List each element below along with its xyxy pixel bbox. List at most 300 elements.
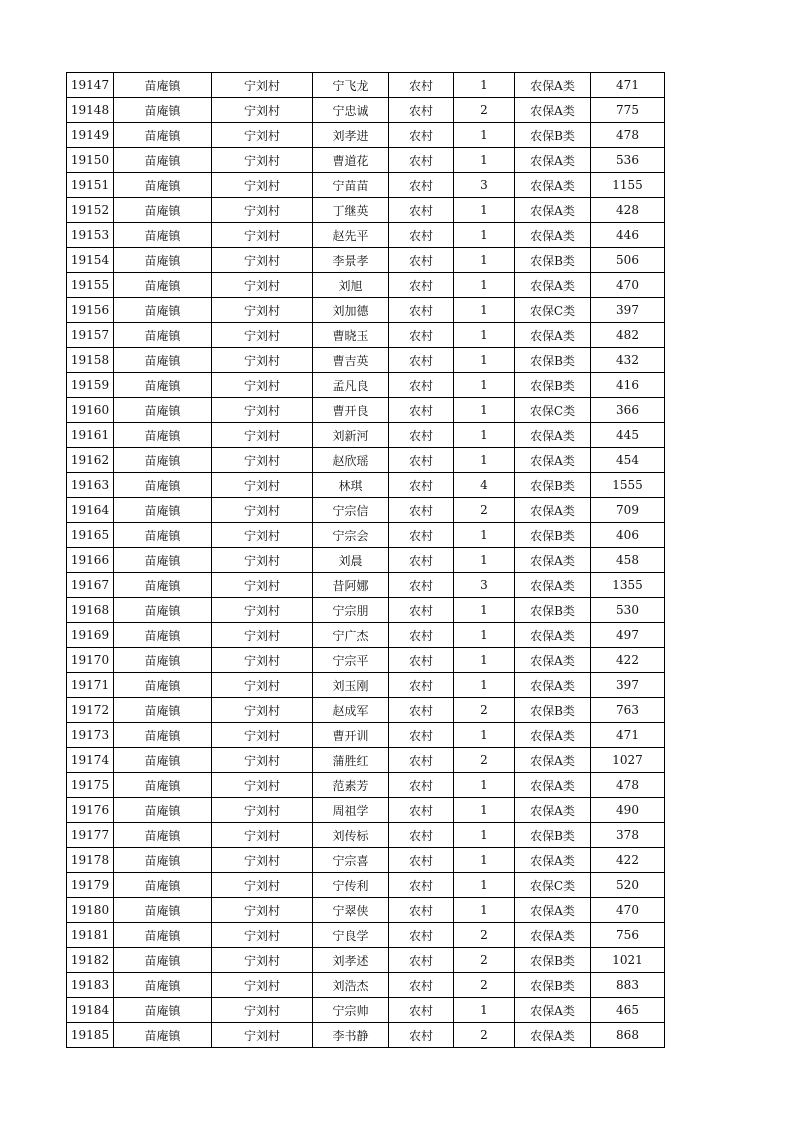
village-cell: 宁刘村 [212,898,313,923]
household-size-cell: 1 [454,248,515,273]
town-cell: 苗庵镇 [114,423,212,448]
name-cell: 曹道花 [313,148,389,173]
name-cell: 宁宗帅 [313,998,389,1023]
area-type-cell: 农村 [389,173,454,198]
category-cell: 农保A类 [515,273,591,298]
name-cell: 刘玉刚 [313,673,389,698]
record-id-cell: 19167 [67,573,114,598]
record-id-cell: 19160 [67,398,114,423]
name-cell: 宁宗信 [313,498,389,523]
town-cell: 苗庵镇 [114,748,212,773]
table-row [67,773,665,798]
table-row [67,998,665,1023]
area-type-cell: 农村 [389,73,454,98]
name-cell: 孟凡良 [313,373,389,398]
area-type-cell: 农村 [389,848,454,873]
town-cell: 苗庵镇 [114,198,212,223]
household-size-cell: 1 [454,898,515,923]
town-cell: 苗庵镇 [114,773,212,798]
town-cell: 苗庵镇 [114,73,212,98]
town-cell: 苗庵镇 [114,523,212,548]
household-size-cell: 1 [454,198,515,223]
category-cell: 农保A类 [515,1023,591,1048]
town-cell: 苗庵镇 [114,298,212,323]
name-cell: 宁宗平 [313,648,389,673]
village-cell: 宁刘村 [212,323,313,348]
town-cell: 苗庵镇 [114,798,212,823]
category-cell: 农保C类 [515,873,591,898]
area-type-cell: 农村 [389,523,454,548]
household-size-cell: 1 [454,398,515,423]
amount-cell: 366 [591,398,665,423]
amount-cell: 406 [591,523,665,548]
category-cell: 农保B类 [515,598,591,623]
name-cell: 刘新河 [313,423,389,448]
table-row [67,798,665,823]
table-row [67,498,665,523]
name-cell: 宁良学 [313,923,389,948]
record-id-cell: 19174 [67,748,114,773]
household-size-cell: 2 [454,748,515,773]
household-size-cell: 2 [454,1023,515,1048]
town-cell: 苗庵镇 [114,473,212,498]
record-id-cell: 19182 [67,948,114,973]
household-size-cell: 1 [454,298,515,323]
amount-cell: 1555 [591,473,665,498]
village-cell: 宁刘村 [212,723,313,748]
category-cell: 农保B类 [515,123,591,148]
name-cell: 宁翠侠 [313,898,389,923]
category-cell: 农保A类 [515,898,591,923]
table-row [67,848,665,873]
record-id-cell: 19178 [67,848,114,873]
table-row [67,248,665,273]
category-cell: 农保A类 [515,648,591,673]
name-cell: 宁苗苗 [313,173,389,198]
household-size-cell: 1 [454,798,515,823]
village-cell: 宁刘村 [212,648,313,673]
amount-cell: 756 [591,923,665,948]
village-cell: 宁刘村 [212,273,313,298]
category-cell: 农保B类 [515,523,591,548]
table-row [67,823,665,848]
area-type-cell: 农村 [389,573,454,598]
amount-cell: 1021 [591,948,665,973]
town-cell: 苗庵镇 [114,648,212,673]
area-type-cell: 农村 [389,698,454,723]
category-cell: 农保A类 [515,498,591,523]
amount-cell: 883 [591,973,665,998]
name-cell: 刘孝述 [313,948,389,973]
record-id-cell: 19170 [67,648,114,673]
table-row [67,723,665,748]
amount-cell: 868 [591,1023,665,1048]
category-cell: 农保A类 [515,548,591,573]
household-size-cell: 2 [454,973,515,998]
category-cell: 农保A类 [515,798,591,823]
town-cell: 苗庵镇 [114,1023,212,1048]
household-size-cell: 1 [454,848,515,873]
name-cell: 李景孝 [313,248,389,273]
area-type-cell: 农村 [389,148,454,173]
amount-cell: 478 [591,773,665,798]
area-type-cell: 农村 [389,773,454,798]
amount-cell: 775 [591,98,665,123]
village-cell: 宁刘村 [212,873,313,898]
name-cell: 宁广杰 [313,623,389,648]
category-cell: 农保B类 [515,698,591,723]
town-cell: 苗庵镇 [114,973,212,998]
household-size-cell: 4 [454,473,515,498]
area-type-cell: 农村 [389,473,454,498]
table-row [67,748,665,773]
category-cell: 农保A类 [515,98,591,123]
village-cell: 宁刘村 [212,423,313,448]
table-row [67,73,665,98]
area-type-cell: 农村 [389,248,454,273]
amount-cell: 763 [591,698,665,723]
name-cell: 宁传利 [313,873,389,898]
amount-cell: 1155 [591,173,665,198]
amount-cell: 432 [591,348,665,373]
household-size-cell: 1 [454,73,515,98]
village-cell: 宁刘村 [212,923,313,948]
record-id-cell: 19183 [67,973,114,998]
table-row [67,648,665,673]
category-cell: 农保B类 [515,248,591,273]
record-id-cell: 19149 [67,123,114,148]
amount-cell: 506 [591,248,665,273]
village-cell: 宁刘村 [212,473,313,498]
name-cell: 宁宗朋 [313,598,389,623]
area-type-cell: 农村 [389,123,454,148]
amount-cell: 422 [591,648,665,673]
category-cell: 农保A类 [515,748,591,773]
area-type-cell: 农村 [389,923,454,948]
village-cell: 宁刘村 [212,498,313,523]
village-cell: 宁刘村 [212,223,313,248]
town-cell: 苗庵镇 [114,498,212,523]
town-cell: 苗庵镇 [114,948,212,973]
amount-cell: 536 [591,148,665,173]
category-cell: 农保A类 [515,848,591,873]
town-cell: 苗庵镇 [114,123,212,148]
category-cell: 农保A类 [515,173,591,198]
amount-cell: 428 [591,198,665,223]
area-type-cell: 农村 [389,548,454,573]
record-id-cell: 19175 [67,773,114,798]
amount-cell: 397 [591,673,665,698]
record-id-cell: 19148 [67,98,114,123]
table-row [67,523,665,548]
town-cell: 苗庵镇 [114,998,212,1023]
household-size-cell: 1 [454,448,515,473]
category-cell: 农保A类 [515,198,591,223]
household-size-cell: 2 [454,98,515,123]
household-size-cell: 1 [454,773,515,798]
table-row [67,898,665,923]
village-cell: 宁刘村 [212,698,313,723]
table-row [67,673,665,698]
town-cell: 苗庵镇 [114,398,212,423]
village-cell: 宁刘村 [212,548,313,573]
table-row [67,698,665,723]
record-id-cell: 19150 [67,148,114,173]
household-size-cell: 1 [454,598,515,623]
town-cell: 苗庵镇 [114,923,212,948]
area-type-cell: 农村 [389,948,454,973]
amount-cell: 490 [591,798,665,823]
record-id-cell: 19158 [67,348,114,373]
household-size-cell: 1 [454,623,515,648]
village-cell: 宁刘村 [212,798,313,823]
amount-cell: 520 [591,873,665,898]
amount-cell: 471 [591,73,665,98]
record-id-cell: 19184 [67,998,114,1023]
town-cell: 苗庵镇 [114,598,212,623]
category-cell: 农保C类 [515,398,591,423]
name-cell: 曹开良 [313,398,389,423]
category-cell: 农保A类 [515,923,591,948]
table-row [67,573,665,598]
record-id-cell: 19168 [67,598,114,623]
name-cell: 刘旭 [313,273,389,298]
village-cell: 宁刘村 [212,398,313,423]
village-cell: 宁刘村 [212,523,313,548]
record-id-cell: 19165 [67,523,114,548]
village-cell: 宁刘村 [212,848,313,873]
household-size-cell: 1 [454,548,515,573]
household-size-cell: 3 [454,573,515,598]
record-id-cell: 19151 [67,173,114,198]
household-size-cell: 1 [454,373,515,398]
name-cell: 范素芳 [313,773,389,798]
town-cell: 苗庵镇 [114,573,212,598]
household-size-cell: 1 [454,123,515,148]
category-cell: 农保B类 [515,373,591,398]
record-id-cell: 19156 [67,298,114,323]
area-type-cell: 农村 [389,198,454,223]
name-cell: 林琪 [313,473,389,498]
table-row [67,598,665,623]
village-cell: 宁刘村 [212,748,313,773]
village-cell: 宁刘村 [212,948,313,973]
name-cell: 曹吉英 [313,348,389,373]
records-table [66,72,665,1048]
village-cell: 宁刘村 [212,448,313,473]
village-cell: 宁刘村 [212,573,313,598]
record-id-cell: 19155 [67,273,114,298]
amount-cell: 454 [591,448,665,473]
area-type-cell: 农村 [389,598,454,623]
household-size-cell: 2 [454,698,515,723]
name-cell: 赵先平 [313,223,389,248]
name-cell: 刘加德 [313,298,389,323]
area-type-cell: 农村 [389,298,454,323]
household-size-cell: 1 [454,273,515,298]
record-id-cell: 19153 [67,223,114,248]
amount-cell: 465 [591,998,665,1023]
table-row [67,398,665,423]
name-cell: 蒲胜红 [313,748,389,773]
area-type-cell: 农村 [389,98,454,123]
name-cell: 宁宗会 [313,523,389,548]
record-id-cell: 19176 [67,798,114,823]
village-cell: 宁刘村 [212,773,313,798]
table-row [67,323,665,348]
town-cell: 苗庵镇 [114,623,212,648]
area-type-cell: 农村 [389,723,454,748]
amount-cell: 1355 [591,573,665,598]
amount-cell: 482 [591,323,665,348]
category-cell: 农保A类 [515,73,591,98]
town-cell: 苗庵镇 [114,448,212,473]
table-row [67,148,665,173]
name-cell: 宁飞龙 [313,73,389,98]
town-cell: 苗庵镇 [114,723,212,748]
area-type-cell: 农村 [389,673,454,698]
village-cell: 宁刘村 [212,198,313,223]
town-cell: 苗庵镇 [114,848,212,873]
record-id-cell: 19172 [67,698,114,723]
area-type-cell: 农村 [389,348,454,373]
record-id-cell: 19180 [67,898,114,923]
table-row [67,448,665,473]
area-type-cell: 农村 [389,998,454,1023]
table-row [67,198,665,223]
amount-cell: 458 [591,548,665,573]
table-row [67,923,665,948]
village-cell: 宁刘村 [212,623,313,648]
town-cell: 苗庵镇 [114,248,212,273]
record-id-cell: 19159 [67,373,114,398]
name-cell: 曹晓玉 [313,323,389,348]
town-cell: 苗庵镇 [114,673,212,698]
table-row [67,273,665,298]
record-id-cell: 19166 [67,548,114,573]
table-row [67,123,665,148]
village-cell: 宁刘村 [212,998,313,1023]
name-cell: 宁忠诚 [313,98,389,123]
category-cell: 农保A类 [515,148,591,173]
record-id-cell: 19171 [67,673,114,698]
category-cell: 农保B类 [515,473,591,498]
amount-cell: 446 [591,223,665,248]
village-cell: 宁刘村 [212,298,313,323]
category-cell: 农保A类 [515,223,591,248]
name-cell: 丁继英 [313,198,389,223]
amount-cell: 530 [591,598,665,623]
area-type-cell: 农村 [389,373,454,398]
household-size-cell: 3 [454,173,515,198]
household-size-cell: 2 [454,498,515,523]
table-row [67,173,665,198]
household-size-cell: 1 [454,223,515,248]
record-id-cell: 19163 [67,473,114,498]
name-cell: 曹开训 [313,723,389,748]
area-type-cell: 农村 [389,1023,454,1048]
village-cell: 宁刘村 [212,173,313,198]
area-type-cell: 农村 [389,898,454,923]
town-cell: 苗庵镇 [114,548,212,573]
table-row [67,973,665,998]
category-cell: 农保A类 [515,723,591,748]
amount-cell: 416 [591,373,665,398]
amount-cell: 470 [591,273,665,298]
name-cell: 昔阿娜 [313,573,389,598]
household-size-cell: 1 [454,148,515,173]
table-row [67,1023,665,1048]
household-size-cell: 1 [454,873,515,898]
village-cell: 宁刘村 [212,73,313,98]
area-type-cell: 农村 [389,273,454,298]
table-row [67,623,665,648]
household-size-cell: 1 [454,673,515,698]
record-id-cell: 19164 [67,498,114,523]
amount-cell: 1027 [591,748,665,773]
category-cell: 农保B类 [515,348,591,373]
name-cell: 刘浩杰 [313,973,389,998]
area-type-cell: 农村 [389,798,454,823]
village-cell: 宁刘村 [212,348,313,373]
village-cell: 宁刘村 [212,823,313,848]
name-cell: 李书静 [313,1023,389,1048]
town-cell: 苗庵镇 [114,323,212,348]
table-row [67,423,665,448]
amount-cell: 497 [591,623,665,648]
town-cell: 苗庵镇 [114,698,212,723]
village-cell: 宁刘村 [212,1023,313,1048]
record-id-cell: 19152 [67,198,114,223]
area-type-cell: 农村 [389,873,454,898]
name-cell: 刘晨 [313,548,389,573]
category-cell: 农保A类 [515,323,591,348]
category-cell: 农保A类 [515,773,591,798]
village-cell: 宁刘村 [212,673,313,698]
record-id-cell: 19169 [67,623,114,648]
record-id-cell: 19185 [67,1023,114,1048]
town-cell: 苗庵镇 [114,348,212,373]
table-row [67,948,665,973]
area-type-cell: 农村 [389,323,454,348]
household-size-cell: 1 [454,998,515,1023]
town-cell: 苗庵镇 [114,373,212,398]
area-type-cell: 农村 [389,448,454,473]
village-cell: 宁刘村 [212,123,313,148]
records-table-body [67,73,665,1048]
table-row [67,98,665,123]
area-type-cell: 农村 [389,223,454,248]
village-cell: 宁刘村 [212,148,313,173]
amount-cell: 397 [591,298,665,323]
town-cell: 苗庵镇 [114,173,212,198]
town-cell: 苗庵镇 [114,98,212,123]
area-type-cell: 农村 [389,623,454,648]
record-id-cell: 19173 [67,723,114,748]
record-id-cell: 19179 [67,873,114,898]
table-row [67,348,665,373]
town-cell: 苗庵镇 [114,898,212,923]
name-cell: 宁宗喜 [313,848,389,873]
amount-cell: 445 [591,423,665,448]
name-cell: 周祖学 [313,798,389,823]
category-cell: 农保C类 [515,298,591,323]
village-cell: 宁刘村 [212,973,313,998]
amount-cell: 478 [591,123,665,148]
table-row [67,373,665,398]
record-id-cell: 19161 [67,423,114,448]
household-size-cell: 1 [454,423,515,448]
